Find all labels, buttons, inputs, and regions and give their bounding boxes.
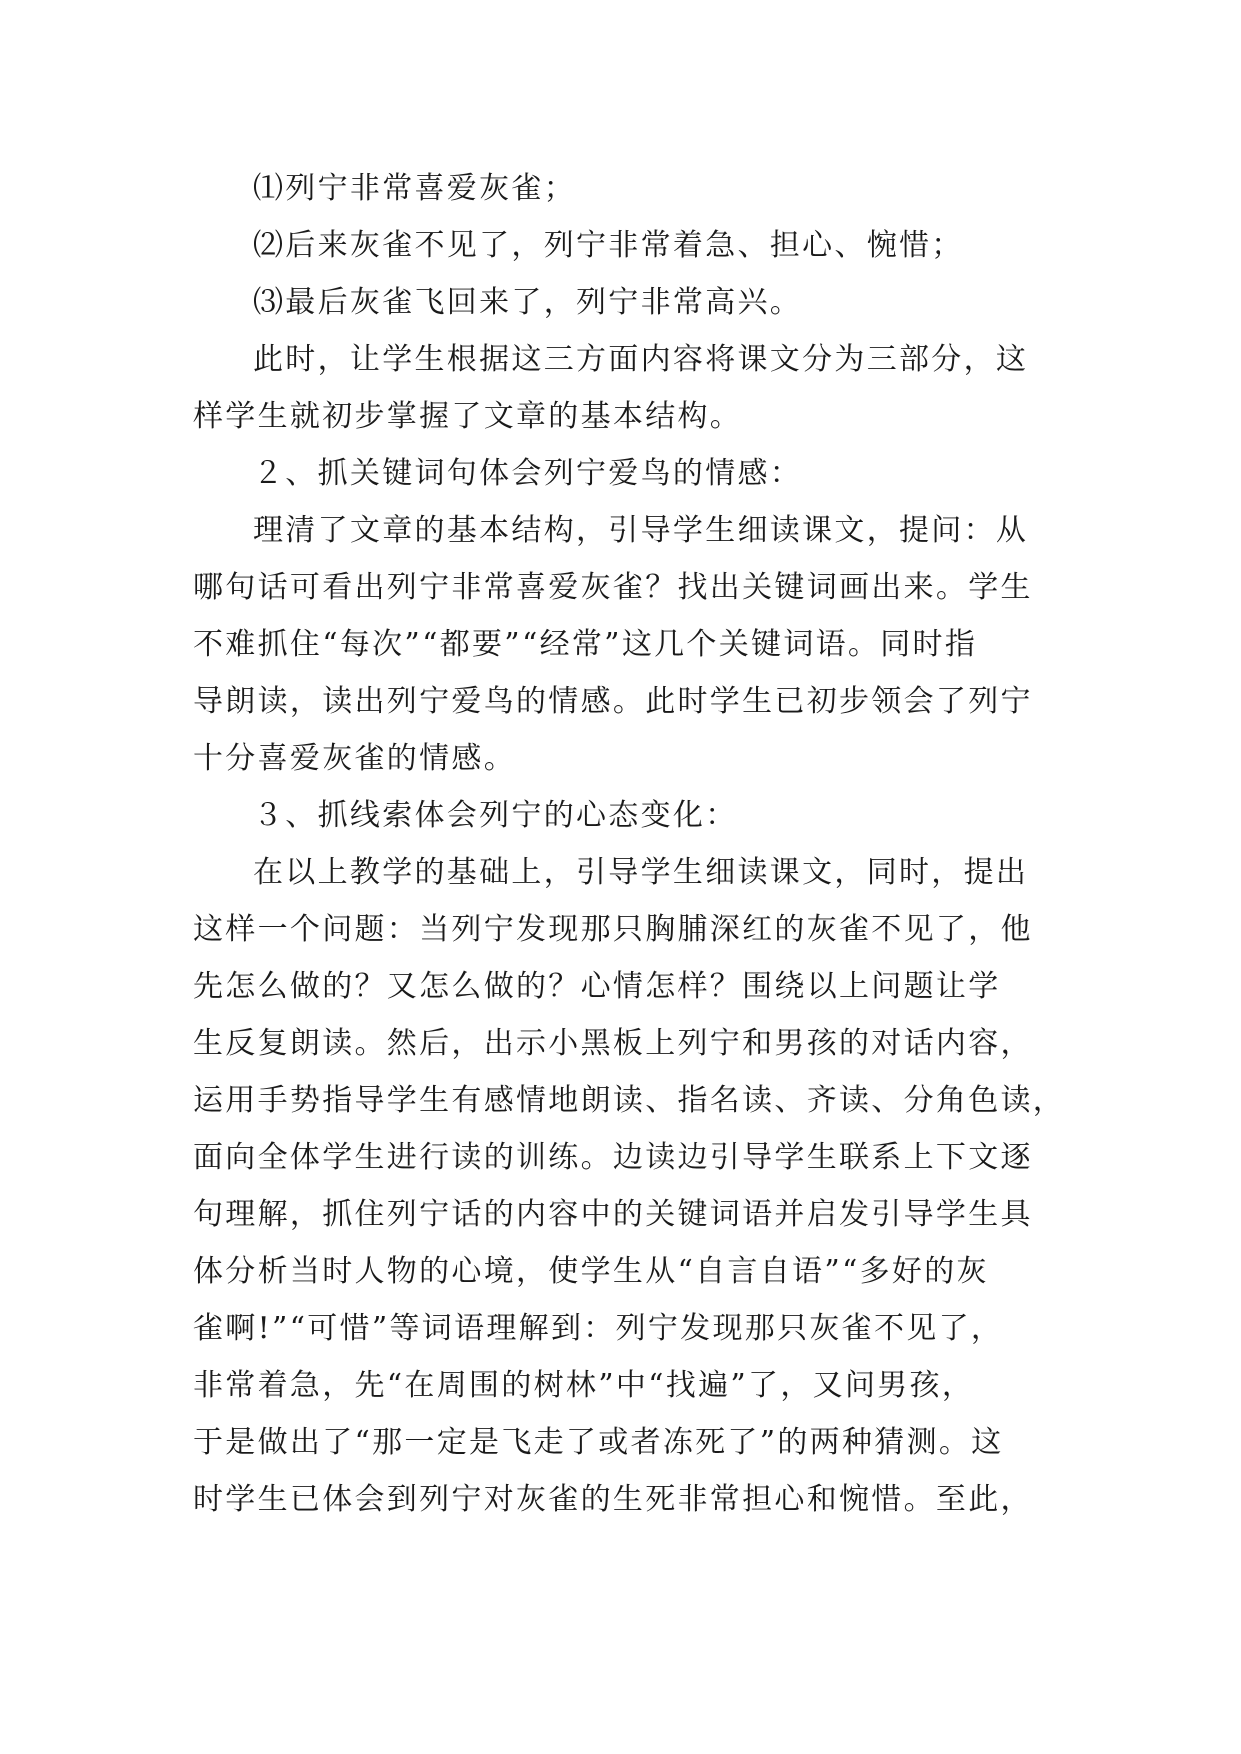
paragraph-line: 先怎么做的？又怎么做的？心情怎样？围绕以上问题让学 [193, 969, 1001, 1004]
list-item-1: ⑴列宁非常喜爱灰雀； [253, 171, 576, 206]
list-item-2: ⑵后来灰雀不见了，列宁非常着急、担心、惋惜； [253, 228, 964, 263]
paragraph-line: 非常着急，先“在周围的树林”中“找遍”了，又问男孩， [193, 1368, 975, 1403]
document-body [193, 160, 1066, 1528]
paragraph-line: 于是做出了“那一定是飞走了或者冻死了”的两种猜测。这 [193, 1425, 1004, 1460]
paragraph-line: 生反复朗读。然后，出示小黑板上列宁和男孩的对话内容， [193, 1026, 1033, 1061]
paragraph-line: 导朗读，读出列宁爱鸟的情感。此时学生已初步领会了列宁 [193, 684, 1033, 719]
paragraph-line: 此时，让学生根据这三方面内容将课文分为三部分，这 [253, 342, 1029, 377]
paragraph-line: 运用手势指导学生有感情地朗读、指名读、齐读、分角色读， [193, 1083, 1066, 1118]
section-heading-3: ３、抓线索体会列宁的心态变化： [253, 798, 738, 833]
paragraph-line: 样学生就初步掌握了文章的基本结构。 [193, 399, 743, 434]
list-item-3: ⑶最后灰雀飞回来了，列宁非常高兴。 [253, 285, 803, 320]
paragraph-line: 体分析当时人物的心境，使学生从“自言自语”“多好的灰 [193, 1254, 989, 1289]
paragraph-line: 时学生已体会到列宁对灰雀的生死非常担心和惋惜。至此， [193, 1482, 1033, 1517]
section-heading-2: ２、抓关键词句体会列宁爱鸟的情感： [253, 456, 803, 491]
paragraph-line: 这样一个问题：当列宁发现那只胸脯深红的灰雀不见了，他 [193, 912, 1033, 947]
paragraph-line: 不难抓住“每次”“都要”“经常”这几个关键词语。同时指 [193, 627, 978, 662]
paragraph-line: 在以上教学的基础上，引导学生细读课文，同时，提出 [253, 855, 1029, 890]
paragraph-line: 面向全体学生进行读的训练。边读边引导学生联系上下文逐 [193, 1140, 1033, 1175]
paragraph-line: 十分喜爱灰雀的情感。 [193, 741, 516, 776]
paragraph-line: 哪句话可看出列宁非常喜爱灰雀？找出关键词画出来。学生 [193, 570, 1033, 605]
paragraph-line: 句理解，抓住列宁话的内容中的关键词语并启发引导学生具 [193, 1197, 1033, 1232]
paragraph-line: 雀啊!”“可惜”等词语理解到：列宁发现那只灰雀不见了， [193, 1311, 1004, 1346]
paragraph-line: 理清了文章的基本结构，引导学生细读课文，提问：从 [253, 513, 1029, 548]
